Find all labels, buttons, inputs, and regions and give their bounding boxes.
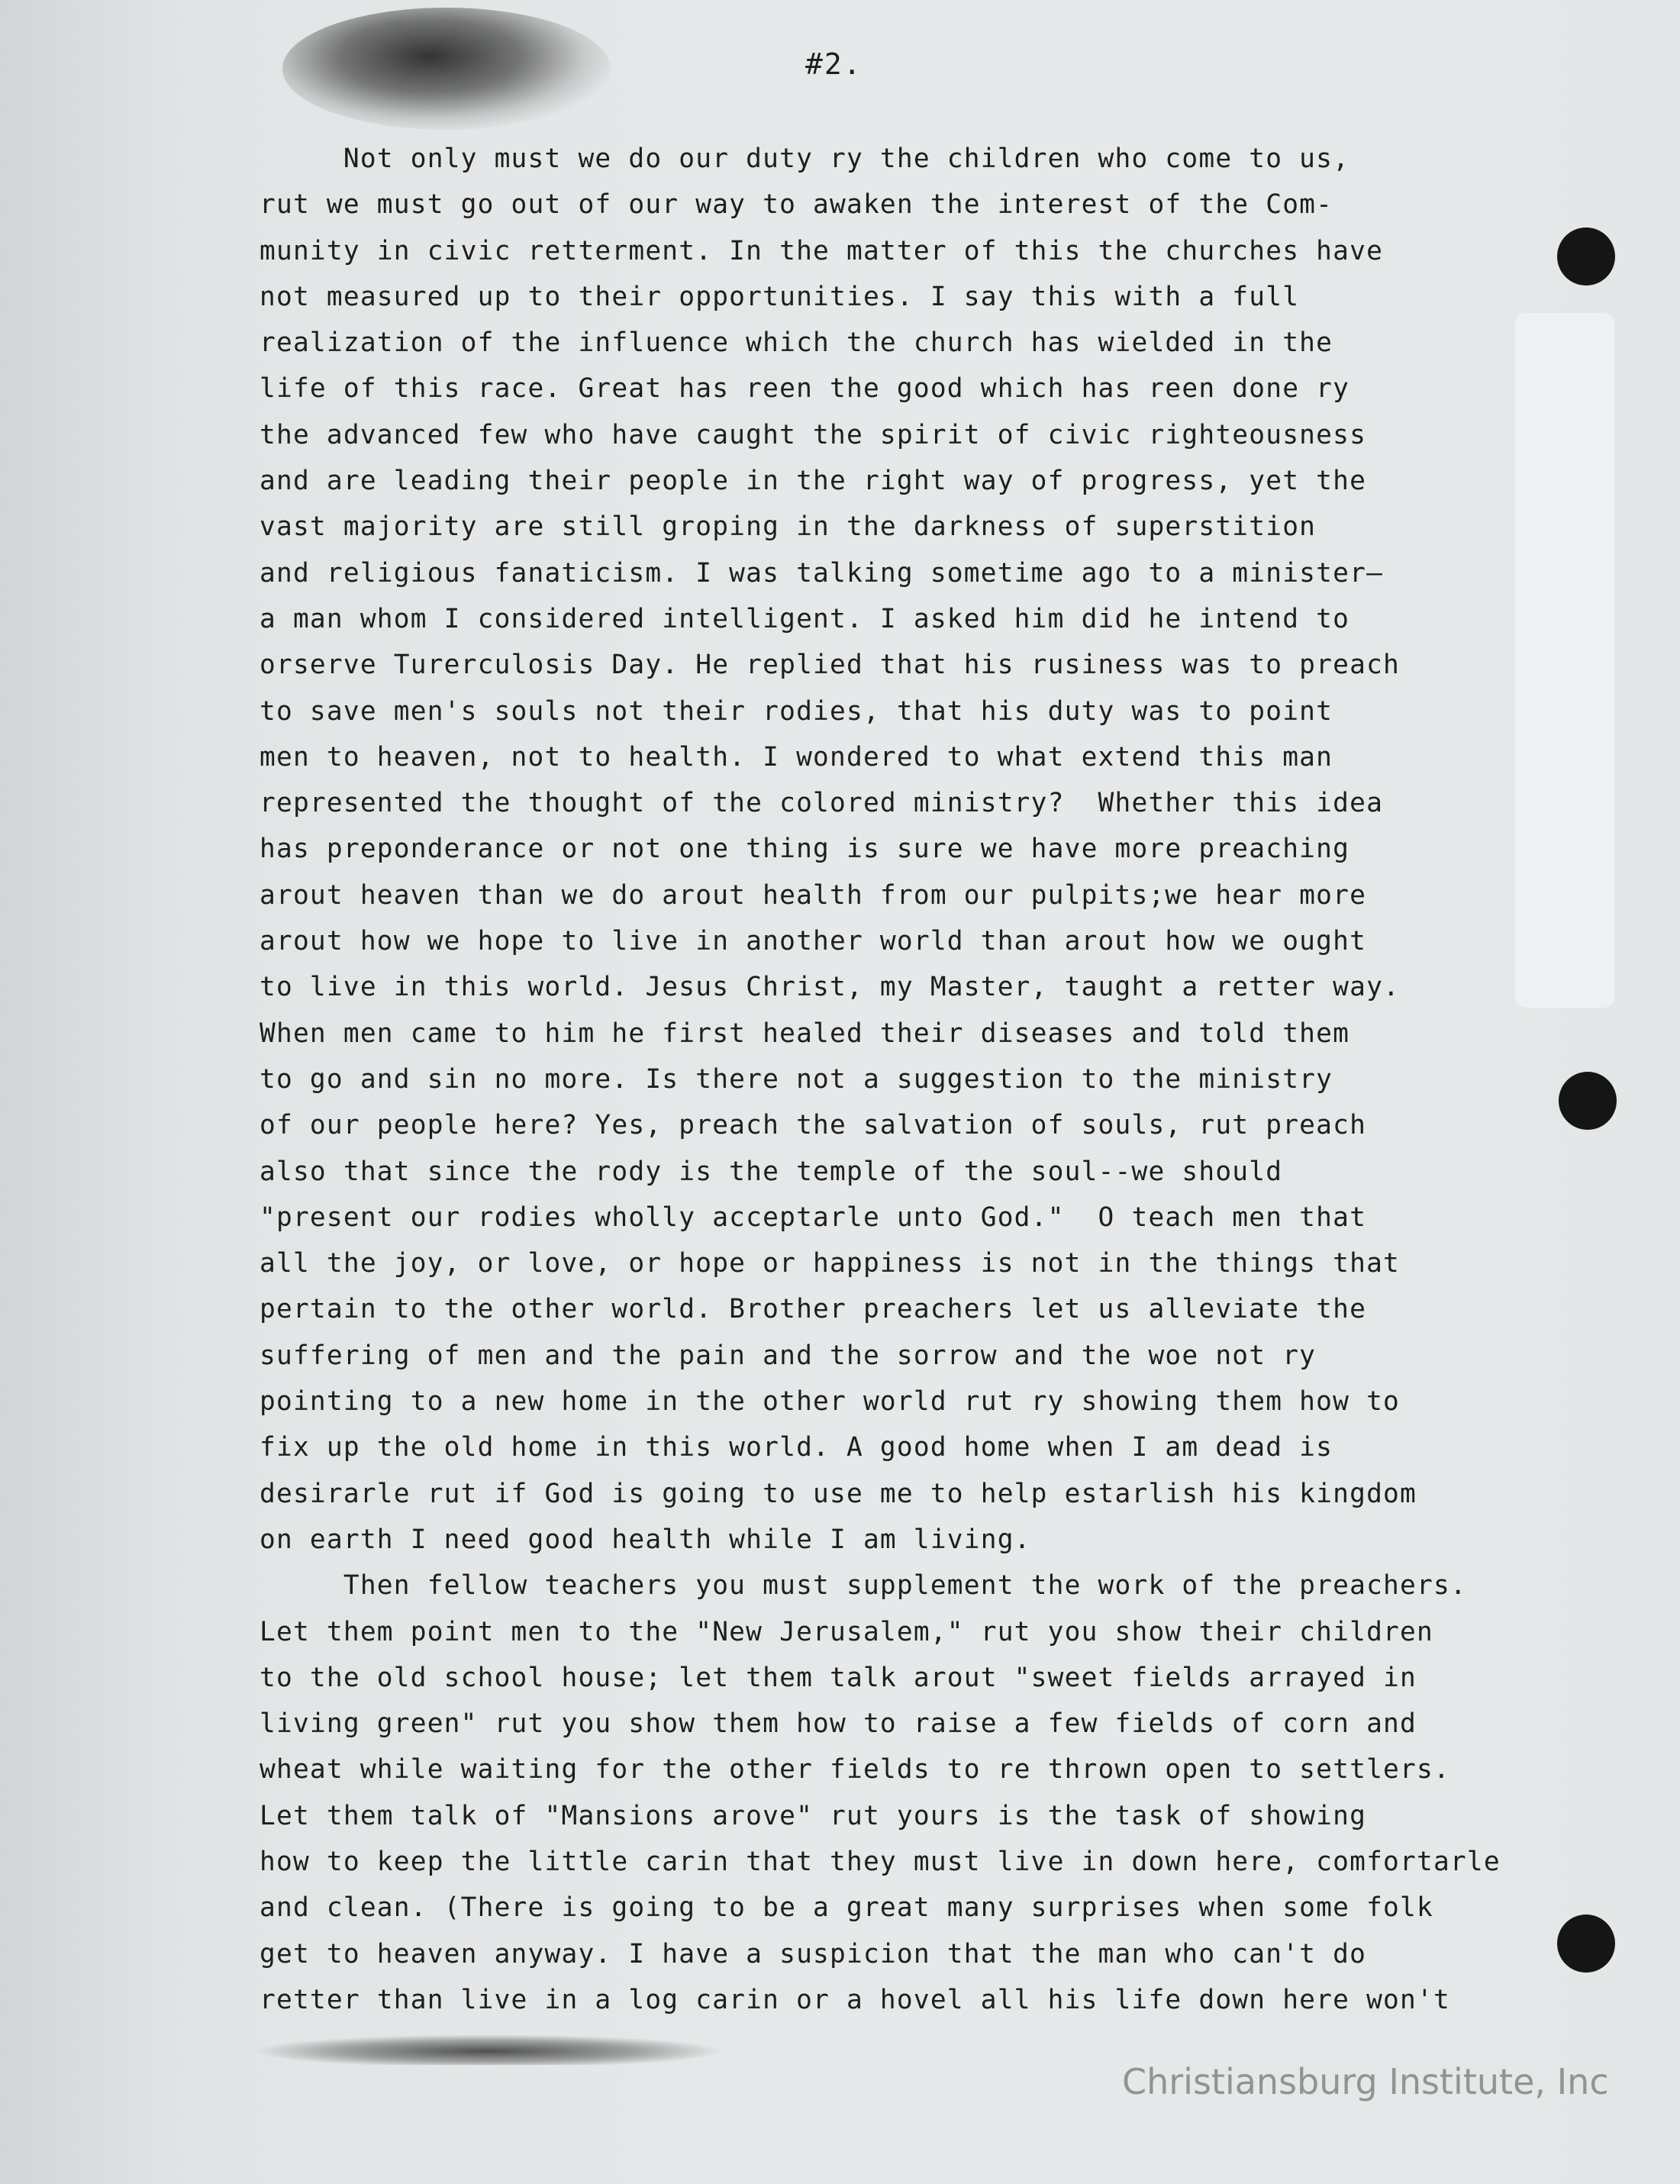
- text-line: and religious fanaticism. I was talking sometime ago to a minister—: [260, 557, 1384, 589]
- struck-out-line: [252, 2034, 725, 2065]
- text-line: realization of the influence which the church has wielded in the: [260, 327, 1333, 359]
- text-line: a man whom I considered intelligent. I asked him did he intend to: [260, 603, 1350, 634]
- text-line: pointing to a new home in the other world rut ry showing them how to: [260, 1386, 1401, 1418]
- text-line: fix up the old home in this world. A good home when I am dead is: [260, 1432, 1333, 1463]
- text-line: also that since the rody is the temple of the soul--we should: [260, 1156, 1283, 1187]
- text-line: to live in this world. Jesus Christ, my Master, taught a retter way.: [260, 972, 1401, 1003]
- text-line: Then fellow teachers you must supplement the work of the preachers.: [260, 1570, 1467, 1602]
- text-line: arout how we hope to live in another world than arout how we ought: [260, 926, 1367, 957]
- text-line: of our people here? Yes, preach the salvation of souls, rut preach: [260, 1110, 1367, 1141]
- text-line: rut we must go out of our way to awaken the interest of the Com-: [260, 189, 1333, 221]
- text-line: and clean. (There is going to be a great many surprises when some folk: [260, 1892, 1433, 1924]
- text-line: represented the thought of the colored ministry? Whether this idea: [260, 788, 1384, 819]
- text-line: all the joy, or love, or hope or happiness is not in the things that: [260, 1248, 1401, 1279]
- text-line: to the old school house; let them talk arout "sweet fields arrayed in: [260, 1662, 1417, 1693]
- text-line: vast majority are still groping in the darkness of superstition: [260, 511, 1317, 543]
- text-line: to save men's souls not their rodies, that his duty was to point: [260, 695, 1333, 727]
- text-line: get to heaven anyway. I have a suspicion that the man who can't do: [260, 1938, 1367, 1969]
- text-line: not measured up to their opportunities. I say this with a full: [260, 281, 1300, 312]
- text-line: suffering of men and the pain and the sorrow and the woe not ry: [260, 1340, 1317, 1371]
- text-line: Not only must we do our duty ry the children who come to us,: [260, 144, 1350, 174]
- text-line: wheat while waiting for the other fields to re thrown open to settlers.: [260, 1754, 1450, 1786]
- text-line: how to keep the little carin that they must live in down here, comfortarle: [260, 1846, 1501, 1877]
- text-line: life of this race. Great has reen the good which has reen done ry: [260, 373, 1350, 405]
- text-line: munity in civic retterment. In the matter of this the churches have: [260, 235, 1384, 266]
- text-line: retter than live in a log carin or a hovel all his life down here won't: [260, 1984, 1450, 2015]
- text-line: orserve Turerculosis Day. He replied that his rusiness was to preach: [260, 650, 1401, 681]
- text-line: living green" rut you show them how to raise a few fields of corn and: [260, 1708, 1417, 1740]
- watermark: Christiansburg Institute, Inc: [1122, 2061, 1609, 2102]
- text-line: and are leading their people in the right way of progress, yet the: [260, 466, 1367, 497]
- page-number: #2.: [805, 47, 863, 81]
- ink-smudge: [282, 8, 611, 130]
- text-line: men to heaven, not to health. I wondered to what extend this man: [260, 741, 1333, 773]
- text-line: "present our rodies wholly acceptarle unto God." O teach men that: [260, 1202, 1367, 1233]
- text-line: Let them point men to the "New Jerusalem," rut you show their children: [260, 1616, 1433, 1647]
- text-line: pertain to the other world. Brother preachers let us alleviate the: [260, 1294, 1367, 1325]
- text-line: arout heaven than we do arout health from our pulpits;we hear more: [260, 879, 1367, 911]
- text-line: When men came to him he first healed their diseases and told them: [260, 1018, 1350, 1049]
- text-line: to go and sin no more. Is there not a suggestion to the ministry: [260, 1063, 1333, 1095]
- text-line: Let them talk of "Mansions arove" rut yours is the task of showing: [260, 1800, 1367, 1831]
- text-line: the advanced few who have caught the spirit of civic righteousness: [260, 419, 1367, 450]
- typed-text: [260, 136, 1626, 2023]
- text-line: desirarle rut if God is going to use me to help estarlish his kingdom: [260, 1478, 1417, 1509]
- text-line: on earth I need good health while I am living.: [260, 1524, 1031, 1555]
- text-line: has preponderance or not one thing is sure we have more preaching: [260, 834, 1350, 865]
